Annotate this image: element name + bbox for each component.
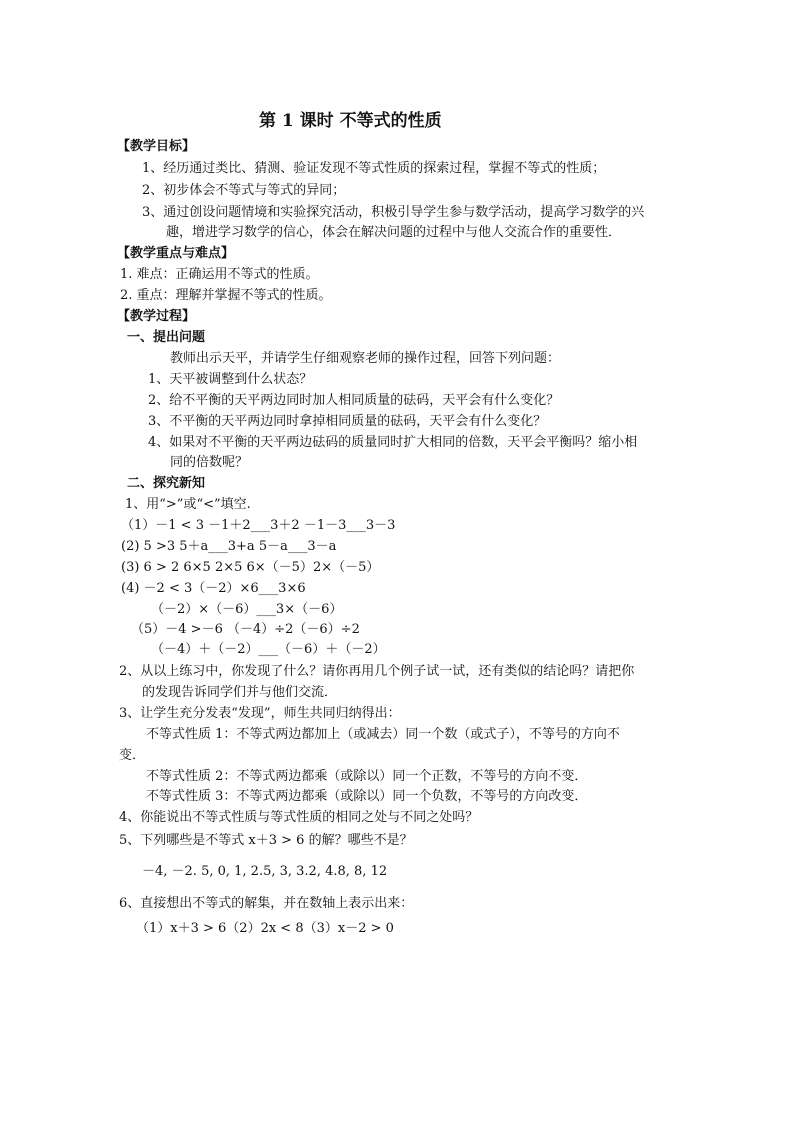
- exercise-line: （5）－4 >－6 （－4）÷2（－6）÷2: [131, 622, 360, 637]
- page-title: 第 1 课时 不等式的性质: [259, 111, 442, 131]
- exercise-values: （1）x＋3 > 6（2）2x < 8（3）x－2 > 0: [136, 921, 394, 936]
- exercise-line: （－4）＋（－2）___（－6）＋（－2）: [151, 642, 386, 657]
- exercise-item-continued: 的发现告诉同学们并与他们交流．: [142, 685, 338, 700]
- exercise-line: （1）－1 < 3 －1＋2___3＋2 －1－3___3－3: [121, 518, 396, 533]
- goal-item: 1、经历通过类比、猜测、验证发现不等式性质的探索过程，掌握不等式的性质；: [142, 161, 606, 176]
- exercise-line: (3) 6 > 2 6×5 2×5 6×（－5）2×（－5）: [121, 560, 380, 575]
- exercise-item: 6、直接想出不等式的解集，并在数轴上表示出来：: [119, 896, 414, 911]
- exercise-line: (2) 5 >3 5＋a___3+a 5－a___3－a: [121, 539, 337, 554]
- question-item: 3、不平衡的天平两边同时拿掉相同质量的砝码，天平会有什么变化？: [148, 414, 547, 429]
- question-item-continued: 同的倍数呢？: [170, 455, 249, 470]
- exercise-item: 4、你能说出不等式性质与等式性质的相同之处与不同之处吗？: [119, 810, 479, 825]
- goal-item: 2、初步体会不等式与等式的异同；: [142, 183, 346, 198]
- subsection-heading: 二、探究新知: [127, 476, 206, 491]
- question-item: 1、天平被调整到什么状态？: [148, 372, 313, 387]
- question-item: 4、如果对不平衡的天平两边砝码的质量同时扩大相同的倍数，天平会平衡吗？缩小相: [148, 435, 638, 450]
- goal-item: 3、通过创设问题情境和实验探究活动，积极引导学生参与数学活动，提高学习数学的兴: [142, 205, 645, 220]
- keypoint-item: 2. 重点：理解并掌握不等式的性质。: [120, 288, 332, 303]
- property-2: 不等式性质 2：不等式两边都乘（或除以）同一个正数，不等号的方向不变．: [146, 769, 588, 784]
- subsection-heading: 一、提出问题: [127, 330, 206, 345]
- exercise-values: －4, －2. 5, 0, 1, 2.5, 3, 3.2, 4.8, 8, 12: [142, 864, 388, 879]
- exercise-line: (4) －2 < 3（－2）×6___3×6: [121, 581, 306, 596]
- keypoint-item: 1. 难点：正确运用不等式的性质。: [120, 267, 319, 282]
- goal-item-continued: 趣，增进学习数学的信心，体会在解决问题的过程中与他人交流合作的重要性．: [166, 225, 622, 240]
- exercise-item: 3、让学生充分发表“发现”，师生共同归纳得出：: [119, 706, 401, 721]
- exercise-item: 5、下列哪些是不等式 x＋3 > 6 的解？哪些不是？: [119, 833, 413, 848]
- intro-text: 教师出示天平，并请学生仔细观察老师的操作过程，回答下列问题：: [170, 351, 561, 366]
- exercise-line: （－2）×（－6）___3×（－6）: [151, 602, 343, 617]
- section-heading-keypoints: 【教学重点与难点】: [117, 246, 235, 261]
- exercise-item: 2、从以上练习中，你发现了什么？请你再用几个例子试一试，还有类似的结论吗？请把你: [119, 664, 635, 679]
- property-1: 不等式性质 1：不等式两边都加上（或减去）同一个数（或式子），不等号的方向不: [146, 727, 620, 742]
- question-item: 2、给不平衡的天平两边同时加人相同质量的砝码，天平会有什么变化？: [148, 393, 560, 408]
- section-heading-process: 【教学过程】: [117, 309, 196, 324]
- property-1-continued: 变．: [119, 748, 146, 763]
- property-3: 不等式性质 3：不等式两边都乘（或除以）同一个负数，不等号的方向改变．: [146, 789, 588, 804]
- section-heading-goals: 【教学目标】: [117, 139, 196, 154]
- exercise-item: 1、用“>”或“<”填空.: [125, 497, 251, 512]
